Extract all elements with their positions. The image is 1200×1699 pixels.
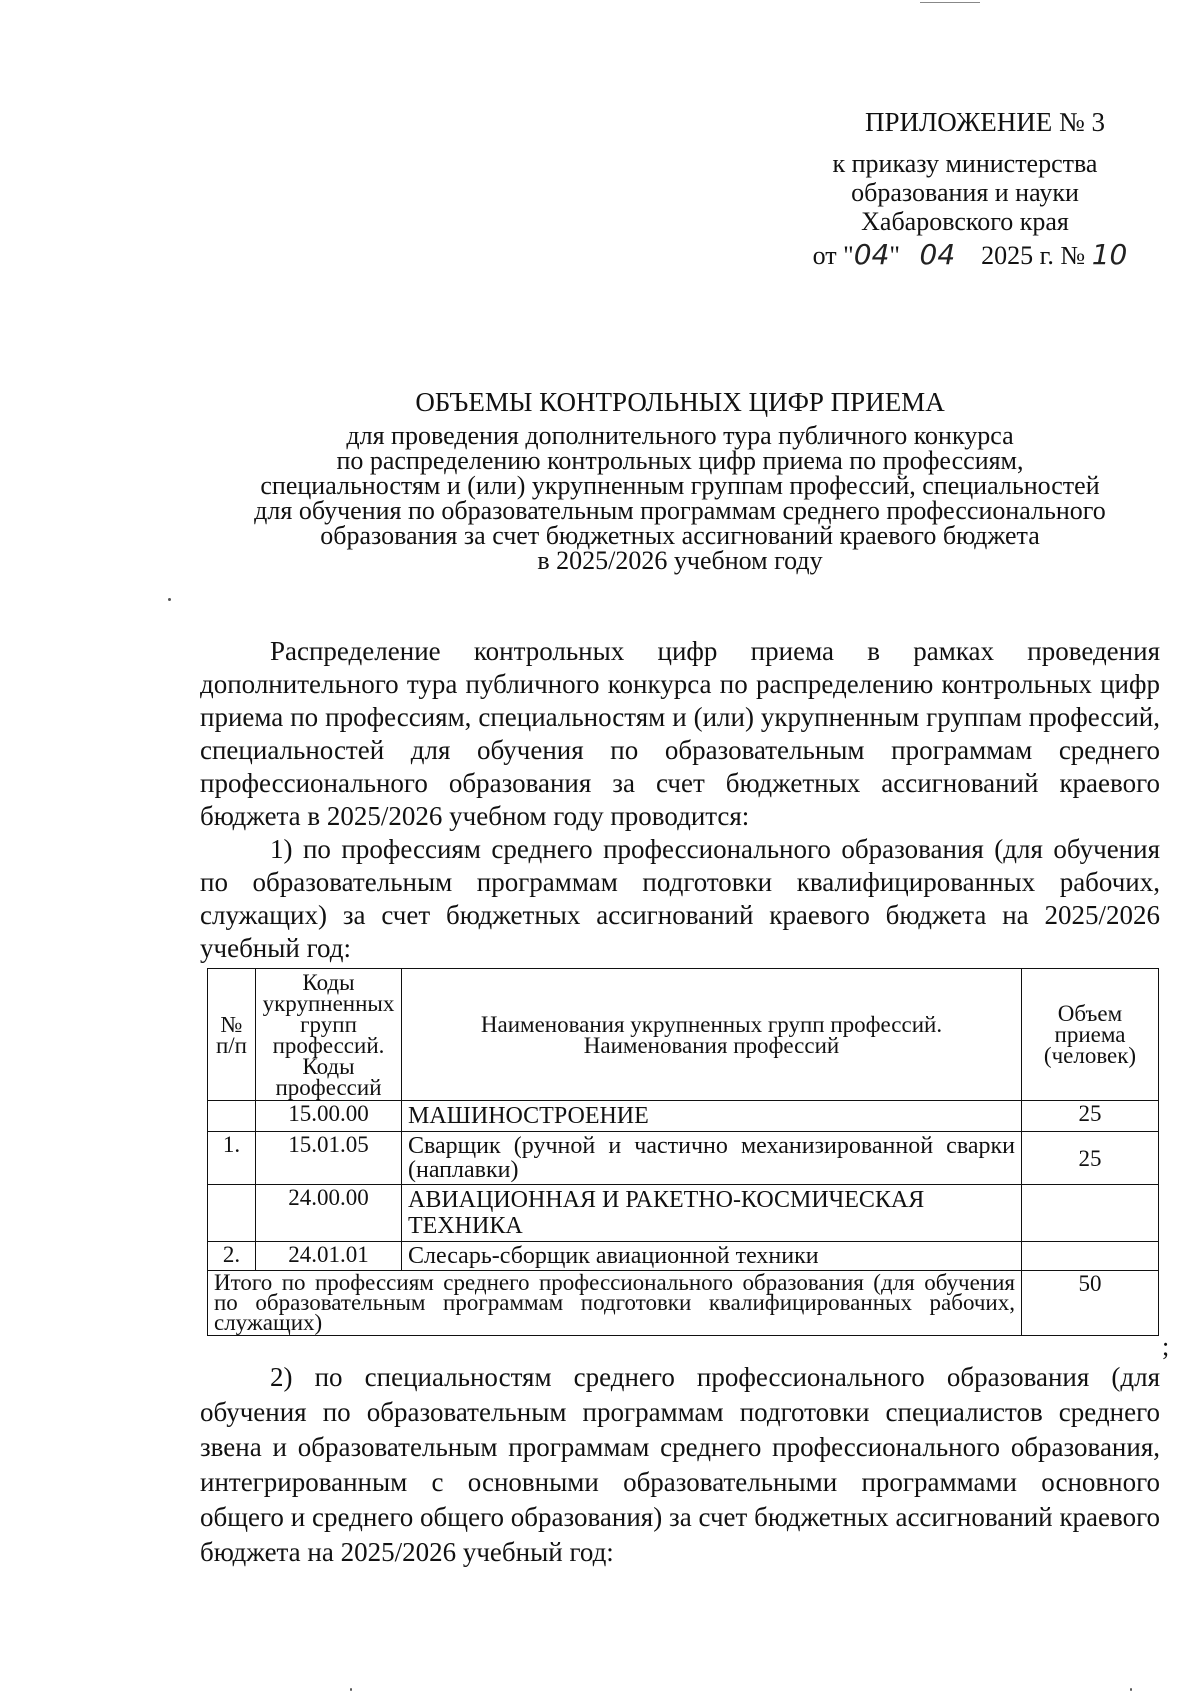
admission-table	[207, 968, 1159, 1336]
appendix-line: образования и науки	[851, 178, 1079, 207]
cell-code: 24.01.01	[256, 1242, 402, 1271]
order-date-line	[800, 240, 1130, 270]
header-code: Коды укрупненных групп профессий. Коды профессий	[256, 969, 402, 1101]
cell-name: Сварщик (ручной и частично механизированной сварки (наплавки)	[402, 1132, 1022, 1185]
document-title: ОБЪЕМЫ КОНТРОЛЬНЫХ ЦИФР ПРИЕМА	[415, 387, 945, 417]
document-subtitle: по распределению контрольных цифр приема по профессиям,	[336, 446, 1024, 475]
cell-num	[208, 1185, 256, 1242]
item-1-paragraph: 1) по профессиям среднего профессионального образования (для обучения по образовательным программам подготовки квалифицированных рабочих, служащих) за счет бюджетных ассигнований краевого бюджета на 2025/2026 учебный год:	[200, 834, 1160, 963]
item-2-paragraph: 2) по специальностям среднего профессионального образования (для обучения по образовательным программам подготовки специалистов среднего звена и образовательным программам среднего профессионального образования, интегрированным с основными образовательными программами основного общего и среднего общего образования) за счет бюджетных ассигнований краевого бюджета на 2025/2026 учебный год:	[200, 1362, 1160, 1567]
body-section-2	[200, 1360, 1160, 1570]
order-year: 2025 г. №	[981, 241, 1086, 270]
document-subtitle: образования за счет бюджетных ассигнований краевого бюджета	[320, 521, 1040, 550]
cell-name: АВИАЦИОННАЯ И РАКЕТНО-КОСМИЧЕСКАЯ ТЕХНИКА	[402, 1185, 1022, 1242]
document-subtitle: для проведения дополнительного тура публичного конкурса	[346, 421, 1014, 450]
table-header-row	[208, 969, 1159, 1101]
appendix-line: Хабаровского края	[861, 207, 1069, 236]
appendix-header	[800, 108, 1130, 270]
body-section-1	[200, 635, 1160, 965]
cell-volume: 25	[1022, 1132, 1159, 1185]
document-subtitle: в 2025/2026 учебном году	[537, 546, 823, 575]
cell-code: 15.01.05	[256, 1132, 402, 1185]
cell-code: 24.00.00	[256, 1185, 402, 1242]
cell-name: Слесарь-сборщик авиационной техники	[402, 1242, 1022, 1271]
table-row	[208, 1242, 1159, 1271]
order-number: 10	[1091, 238, 1128, 271]
cell-num: 1.	[208, 1132, 256, 1185]
scan-dot	[168, 598, 171, 601]
scan-mark	[920, 2, 980, 3]
order-prefix: от "	[812, 241, 854, 270]
cell-volume: 25	[1022, 1101, 1159, 1132]
cell-volume	[1022, 1242, 1159, 1271]
cell-code: 15.00.00	[256, 1101, 402, 1132]
total-volume: 50	[1022, 1271, 1159, 1336]
cell-num	[208, 1101, 256, 1132]
table-total-row	[208, 1271, 1159, 1336]
table-row	[208, 1101, 1159, 1132]
document-subtitle: для обучения по образовательным программам среднего профессионального	[254, 496, 1106, 525]
table-row	[208, 1132, 1159, 1185]
order-day: 04	[853, 238, 890, 271]
header-num: № п/п	[208, 969, 256, 1101]
table-end-semicolon: ;	[1162, 1332, 1170, 1361]
cell-volume	[1022, 1185, 1159, 1242]
document-subtitle: специальностям и (или) укрупненным группам профессий, специальностей	[260, 471, 1100, 500]
scan-dot	[350, 1688, 352, 1691]
scan-dot	[1130, 1688, 1132, 1691]
header-name: Наименования укрупненных групп профессий. Наименования профессий	[402, 969, 1022, 1101]
appendix-line: к приказу министерства	[832, 149, 1098, 178]
order-quote: "	[889, 241, 901, 270]
admission-table-wrap	[207, 968, 1158, 1336]
cell-name: МАШИНОСТРОЕНИЕ	[402, 1101, 1022, 1132]
order-month: 04	[919, 238, 956, 271]
appendix-title: ПРИЛОЖЕНИЕ № 3	[864, 107, 1106, 137]
header-volume: Объем приема (человек)	[1022, 969, 1159, 1101]
intro-paragraph: Распределение контрольных цифр приема в рамках проведения дополнительного тура публичного конкурса по распределению контрольных цифр приема по профессиям, специальностям и (или) укрупненным группам профессий, специальностей для обучения по образовательным программам среднего профессионального образования за счет бюджетных ассигнований краевого бюджета в 2025/2026 учебном году проводится:	[200, 636, 1160, 831]
total-label: Итого по профессиям среднего профессионального образования (для обучения по образовательным программам подготовки квалифицированных рабочих, служащих)	[208, 1271, 1022, 1336]
table-row	[208, 1185, 1159, 1242]
document-title-block	[200, 385, 1160, 573]
cell-num: 2.	[208, 1242, 256, 1271]
